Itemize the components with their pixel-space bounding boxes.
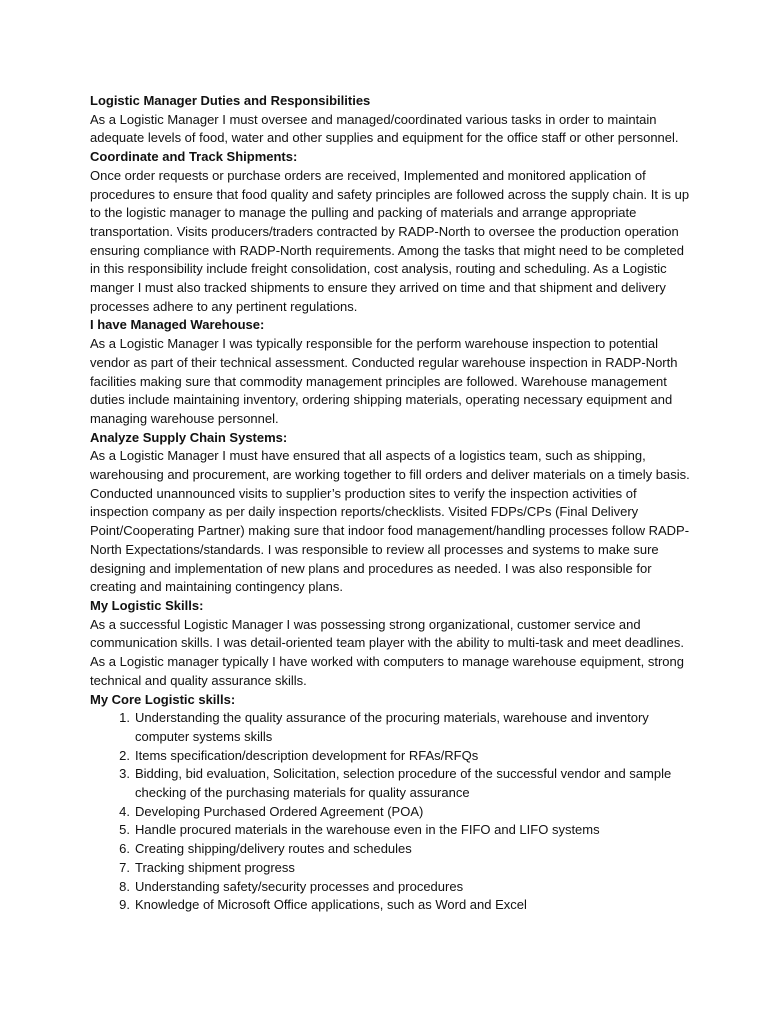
document-title: Logistic Manager Duties and Responsibilities — [90, 93, 371, 108]
list-number: 5. — [119, 822, 130, 838]
list-item — [90, 878, 690, 897]
list-number: 6. — [119, 841, 130, 857]
list-item-text: Tracking shipment progress — [135, 859, 295, 875]
list-item — [90, 747, 690, 766]
section-heading-managed-warehouse: I have Managed Warehouse: — [90, 317, 265, 333]
list-number: 4. — [119, 803, 130, 819]
list-item-text: Developing Purchased Ordered Agreement (POA) — [135, 803, 424, 819]
list-item — [90, 709, 690, 746]
list-item-text: Bidding, bid evaluation, Solicitation, selection procedure of the successful vendor and sample checking of the purchasing materials for quality assurance — [135, 766, 672, 801]
list-item — [90, 840, 690, 859]
list-number: 1. — [119, 710, 130, 726]
list-item-text: Understanding the quality assurance of the procuring materials, warehouse and inventory computer systems skills — [135, 710, 649, 744]
list-item — [90, 803, 690, 822]
list-item-text: Understanding safety/security processes and procedures — [135, 878, 464, 894]
list-item — [90, 896, 690, 915]
core-skills-list — [90, 709, 690, 915]
list-item — [90, 821, 690, 840]
list-number: 2. — [119, 747, 130, 763]
list-item-text: Creating shipping/delivery routes and schedules — [135, 841, 412, 857]
list-item — [90, 859, 690, 878]
list-item — [90, 765, 690, 802]
section-body-supply-chain: As a Logistic Manager I must have ensured that all aspects of a logistics team, such as shipping, warehousing and procurement, are working together to fill orders and deliver materials on a timely basis. Conducted unannounced visits to supplier’s production sites to verify the inspection activities of inspection company as per daily inspection reports/checklists. Visited FDPs/CPs (Final Delivery Point/Cooperating Partner) making sure that indoor food management/handling processes follow RADP-North Expectations/standards. I was responsible to review all processes and systems to make sure designing and implementation of new plans and procedures as needed. I was also responsible for creating and maintaining contingency plans. — [90, 448, 690, 595]
list-number: 8. — [119, 878, 130, 894]
core-skills-heading: My Core Logistic skills: — [90, 691, 236, 707]
section-heading-supply-chain: Analyze Supply Chain Systems: — [90, 429, 288, 445]
intro-paragraph: As a Logistic Manager I must oversee and managed/coordinated various tasks in order to maintain adequate levels of food, water and other supplies and equipment for the office staff or other personnel. — [90, 111, 679, 146]
list-number: 3. — [119, 766, 130, 782]
document-page — [90, 92, 690, 915]
list-item-text: Knowledge of Microsoft Office applications, such as Word and Excel — [135, 897, 527, 913]
list-item-text: Handle procured materials in the warehouse even in the FIFO and LIFO systems — [135, 822, 600, 838]
section-body-logistic-skills: As a successful Logistic Manager I was possessing strong organizational, customer service and communication skills. I was detail-oriented team player with the ability to multi-task and meet deadlines. As a Logistic manager typically I have worked with computers to manage warehouse equipment, strong technical and quality assurance skills. — [90, 616, 684, 688]
section-body-managed-warehouse: As a Logistic Manager I was typically responsible for the perform warehouse inspection to potential vendor as part of their technical assessment. Conducted regular warehouse inspection in RADP-North facilities making sure that commodity management principles are followed. Warehouse management duties include maintaining inventory, ordering shipping materials, operating necessary equipment and managing warehouse personnel. — [90, 336, 678, 426]
list-number: 7. — [119, 859, 130, 875]
list-item-text: Items specification/description development for RFAs/RFQs — [135, 747, 479, 763]
section-heading-logistic-skills: My Logistic Skills: — [90, 597, 204, 613]
section-heading-coordinate-shipments: Coordinate and Track Shipments: — [90, 149, 298, 165]
list-number: 9. — [119, 897, 130, 913]
section-body-coordinate-shipments: Once order requests or purchase orders are received, Implemented and monitored application of procedures to ensure that food quality and safety principles are followed across the supply chain. It is up to the logistic manager to manage the pulling and packing of materials and arrange appropriate transportation. Visits producers/traders contracted by RADP-North to oversee the production operation ensuring compliance with RADP-North requirements. Among the tasks that might need to be completed in this responsibility include freight consolidation, cost analysis, routing and scheduling. As a Logistic manger I must also tracked shipments to ensure they arrived on time and that shipment and delivery processes adhere to any pertinent regulations. — [90, 167, 690, 314]
